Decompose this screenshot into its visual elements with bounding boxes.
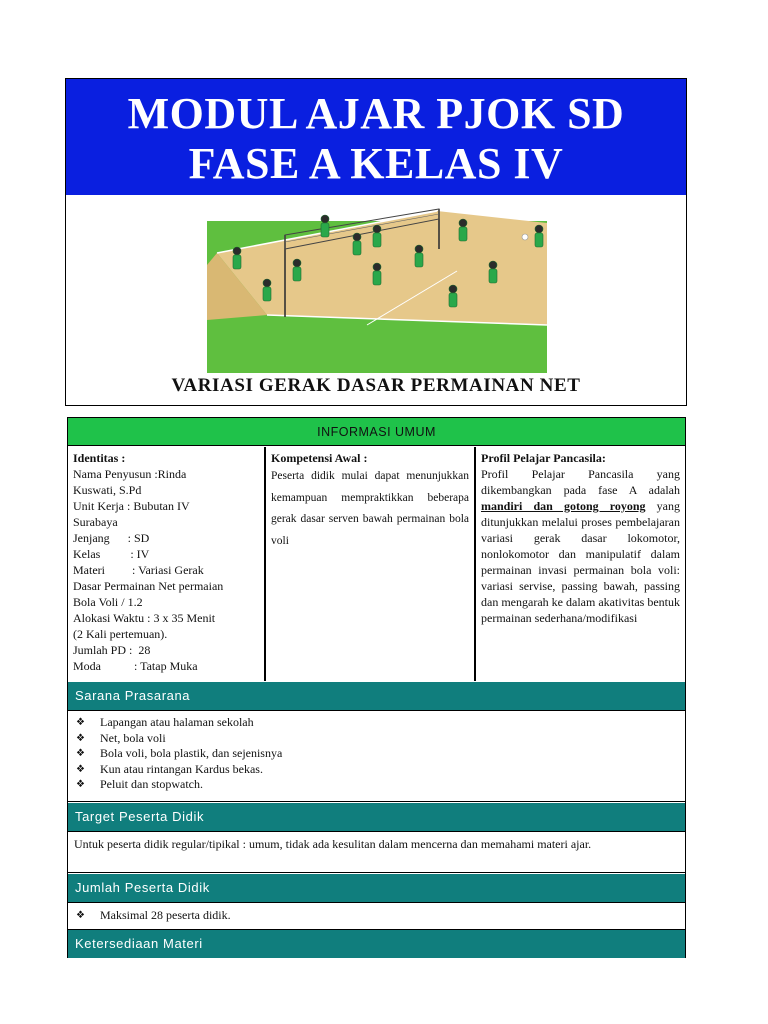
list-item [74,777,679,793]
list-item [74,762,679,778]
identitas-line: (2 Kali pertemuan). [73,627,168,641]
diamond-bullet-icon: ❖ [76,910,85,921]
profil-column [476,447,685,681]
info-columns [68,447,685,681]
sarana-item: Bola voli, bola plastik, dan sejenisnya [100,746,283,760]
profil-text [481,466,680,626]
sarana-item: Lapangan atau halaman sekolah [100,715,254,729]
sarana-item: Kun atau rintangan Kardus bekas. [100,761,263,776]
sarana-band: Sarana Prasarana [68,682,685,710]
kompetensi-title: Kompetensi Awal : [271,451,368,465]
target-text: Untuk peserta didik regular/tipikal : umum, tidak ada kesulitan dalam mencerna dan memahami materi ajar. [74,837,592,851]
cover-title [66,79,686,195]
identitas-line: Moda : Tatap Muka [73,659,198,673]
identitas-column [68,447,266,681]
info-table [67,417,686,958]
target-band: Target Peserta Didik [68,803,685,831]
list-item [74,731,679,747]
jumlah-item: Maksimal 28 peserta didik. [100,908,231,922]
jumlah-section [68,902,685,930]
diamond-bullet-icon: ❖ [76,748,85,759]
identitas-line: Jenjang : SD [73,531,150,545]
jumlah-band: Jumlah Peserta Didik [68,874,685,902]
identitas-line: Kuswati, S.Pd [73,483,142,497]
list-item [74,746,679,762]
diamond-bullet-icon: ❖ [76,779,85,790]
diamond-bullet-icon: ❖ [76,732,85,744]
identitas-line: Dasar Permainan Net permaian [73,579,224,593]
diamond-bullet-icon: ❖ [76,763,85,775]
identitas-line: Materi : Variasi Gerak [73,563,204,577]
profil-text-bold: mandiri dan gotong royong [481,499,646,513]
identitas-line: Kelas : IV [73,547,150,561]
info-header: INFORMASI UMUM [68,418,685,446]
target-section [68,831,685,873]
kompetensi-text: Peserta didik mulai dapat menunjukkan kemampuan mempraktikkan beberapa gerak dasar serven bawah permainan bola voli [271,470,469,547]
identitas-line: Surabaya [73,515,118,529]
identitas-line: Nama Penyusun :Rinda [73,467,187,481]
sarana-item: Peluit dan stopwatch. [100,777,203,791]
cover-title-line1: MODUL AJAR PJOK SD [127,89,625,138]
sarana-list [68,710,685,802]
identitas-line: Bola Voli / 1.2 [73,595,143,609]
profil-text-after: yang ditunjukkan melalui proses pembelajaran variasi gerak dasar lokomotor, nonlokomotor dan manipulatif dalam permainan invasi permainan bola voli: variasi servise, passing bawah, passing dan mengarah ke dalam akativitas bentuk permainan sederhana/modifikasi [481,499,681,625]
profil-text-before: Profil Pelajar Pancasila yang dikembangkan pada fase A adalah [481,467,680,497]
cover-title-line2: FASE A KELAS IV [188,139,564,188]
profil-title: Profil Pelajar Pancasila: [481,451,606,465]
cover-subtitle: VARIASI GERAK DASAR PERMAINAN NET [171,375,581,396]
list-item [74,908,679,924]
diamond-bullet-icon: ❖ [76,717,85,728]
identitas-line: Unit Kerja : Bubutan IV [73,499,190,513]
ketersediaan-band: Ketersediaan Materi [68,930,685,958]
volleyball-illustration [207,205,547,373]
identitas-title: Identitas : [73,451,126,465]
identitas-line: Alokasi Waktu : 3 x 35 Menit [73,611,216,625]
list-item [74,715,679,731]
sarana-item: Net, bola voli [100,730,166,745]
kompetensi-column [266,447,476,681]
cover-box [65,78,687,406]
identitas-line: Jumlah PD : 28 [73,643,151,657]
